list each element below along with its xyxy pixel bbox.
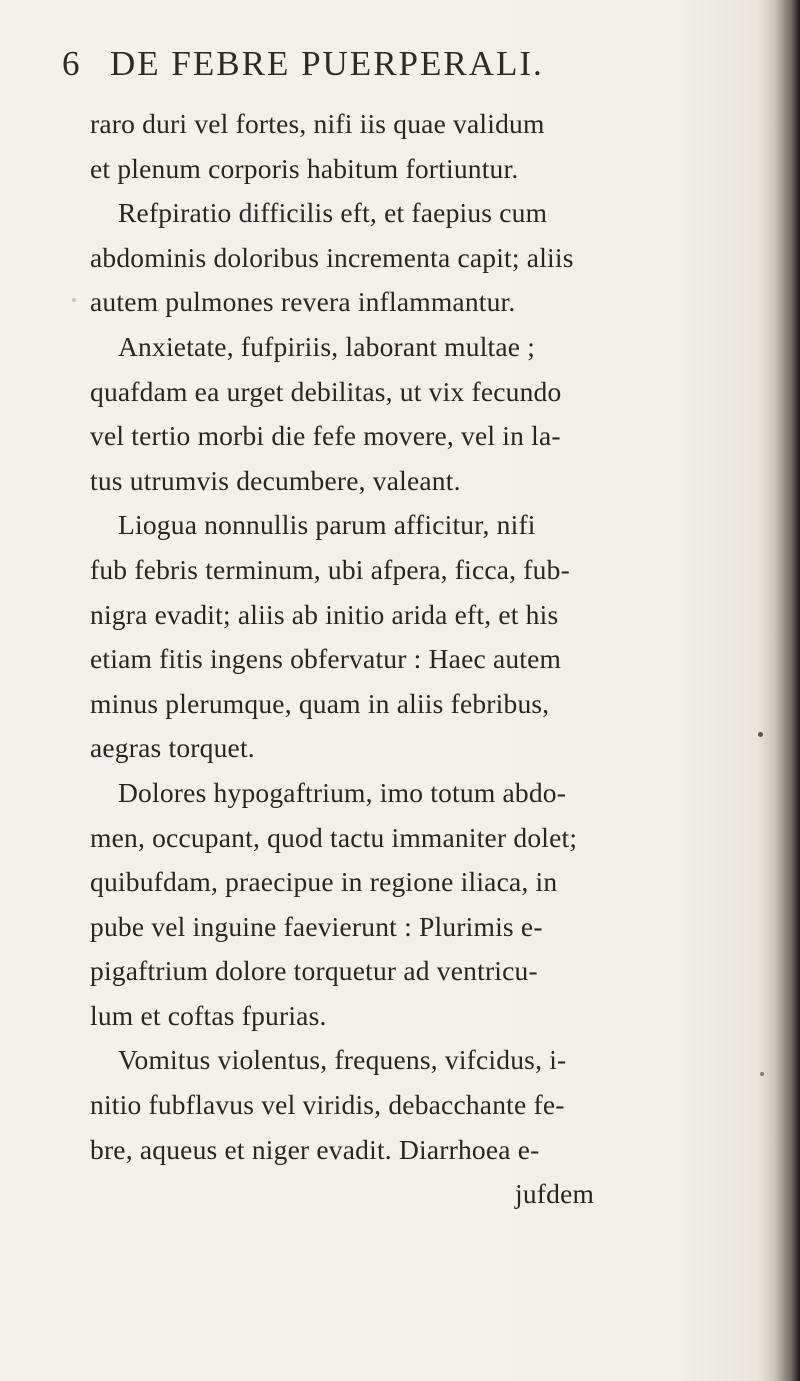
paper-speck <box>760 1072 764 1076</box>
text-line: Vomitus violentus, frequens, vifcidus, i- <box>118 1044 567 1076</box>
text-line: raro duri vel fortes, nifi iis quae validum <box>90 108 545 139</box>
text-line: abdominis doloribus incrementa capit; aliis <box>90 241 574 273</box>
running-title: DE FEBRE PUERPERALI. <box>110 44 544 83</box>
catchword: jufdem <box>515 1178 595 1210</box>
text-line: quafdam ea urget debilitas, ut vix fecundo <box>90 375 562 407</box>
text-line: pigaftrium dolore torquetur ad ventricu- <box>90 955 538 987</box>
page-number: 6 <box>62 44 82 83</box>
text-line: bre, aqueus et niger evadit. Diarrhoea e- <box>90 1133 540 1165</box>
text-line: tus utrumvis decumbere, valeant. <box>90 464 461 496</box>
text-line: Refpiratio difficilis eft, et faepius cum <box>118 197 548 229</box>
text-line: aegras torquet. <box>90 732 255 764</box>
text-line: autem pulmones revera inflammantur. <box>90 286 516 318</box>
text-line: Liogua nonnullis parum afficitur, nifi <box>118 509 536 541</box>
text-line: men, occupant, quod tactu immaniter dolet; <box>90 821 578 853</box>
text-line: nigra evadit; aliis ab initio arida eft, et his <box>90 598 559 630</box>
text-line: quibufdam, praecipue in regione iliaca, in <box>90 866 558 898</box>
text-line: pube vel inguine faevierunt : Plurimis e- <box>90 910 543 942</box>
paper-speck <box>758 732 763 737</box>
text-line: minus plerumque, quam in aliis febribus, <box>90 687 550 719</box>
text-line: lum et coftas fpurias. <box>90 999 327 1031</box>
text-line: Dolores hypogaftrium, imo totum abdo- <box>118 776 567 808</box>
text-line: vel tertio morbi die fefe movere, vel in la- <box>90 420 561 452</box>
text-line: etiam fitis ingens obfervatur : Haec autem <box>90 643 562 675</box>
paper-speck <box>72 298 76 302</box>
text-line: Anxietate, fufpiriis, laborant multae ; <box>118 330 536 362</box>
text-line: et plenum corporis habitum fortiuntur. <box>90 152 519 184</box>
text-line: fub febris terminum, ubi afpera, ficca, fub- <box>90 553 570 585</box>
body-text <box>90 102 780 1217</box>
running-header <box>62 44 722 88</box>
text-line: nitio fubflavus vel viridis, debacchante fe- <box>90 1089 565 1121</box>
